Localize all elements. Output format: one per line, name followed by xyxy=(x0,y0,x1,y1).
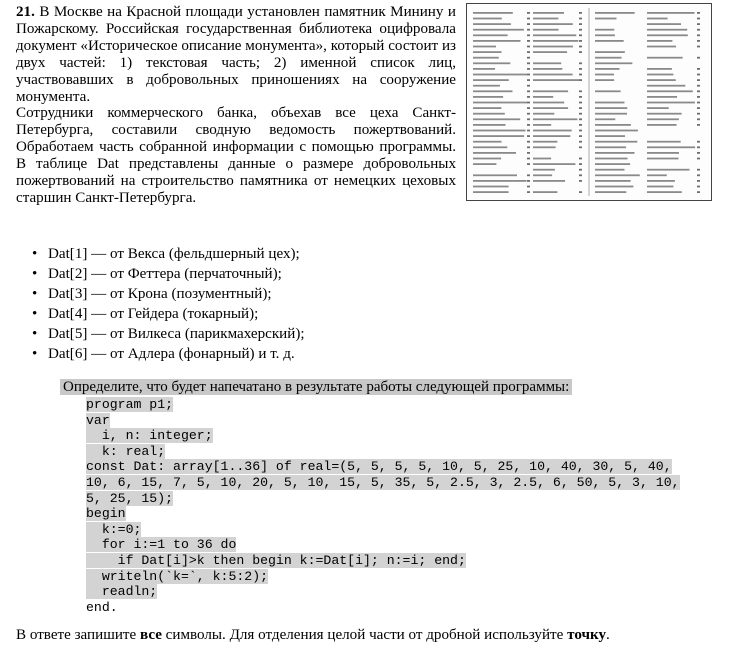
donor-item: • Dat[3] — от Крона (позументный); xyxy=(32,284,305,304)
scan-text-line xyxy=(647,158,679,160)
scan-text-line xyxy=(647,118,679,120)
scan-number-mark xyxy=(579,18,582,20)
scan-text-line xyxy=(533,124,551,126)
scan-number-mark xyxy=(697,102,700,104)
scan-text-line xyxy=(647,146,695,148)
scan-number-mark xyxy=(527,146,530,148)
scan-text-line xyxy=(473,180,527,182)
scan-text-line xyxy=(647,57,683,59)
scan-number-mark xyxy=(527,124,530,126)
scan-text-line xyxy=(595,79,614,81)
scan-number-mark xyxy=(579,146,582,148)
scan-text-line xyxy=(595,158,628,160)
scan-text-line xyxy=(473,146,507,148)
scan-number-mark xyxy=(579,180,582,182)
scan-text-line xyxy=(595,68,620,70)
scan-number-mark xyxy=(697,18,700,20)
scan-text-line xyxy=(533,180,565,182)
scan-number-mark xyxy=(697,40,700,42)
scan-text-line xyxy=(533,163,575,165)
scan-number-mark xyxy=(579,96,582,98)
scan-number-mark xyxy=(579,68,582,70)
scan-text-line xyxy=(533,113,554,115)
scan-number-mark xyxy=(579,23,582,25)
scan-text-line xyxy=(647,90,693,92)
code-line: for i:=1 to 36 do xyxy=(86,537,237,553)
donor-list xyxy=(32,244,305,364)
scan-text-line xyxy=(595,40,624,42)
intro-paragraph-2: Сотрудники коммерческого банка, объехав все цеха Санкт-Петербурга, составили сводную ведомость пожертвований. Обработаем часть собранной информации с помощью программы. В таблице Dat представлены данные о размере добровольных пожертвований на строительство памятника от немецких цеховых старшин Санкт-Петербурга. xyxy=(16,105,456,206)
scan-number-mark xyxy=(527,102,530,104)
scan-number-mark xyxy=(579,51,582,53)
scan-text-line xyxy=(473,124,506,126)
code-line: i, n: integer; xyxy=(86,428,213,444)
scan-number-mark xyxy=(527,152,530,154)
scan-text-line xyxy=(647,107,669,109)
scan-text-line xyxy=(473,57,499,59)
code-line: 10, 6, 15, 7, 5, 10, 20, 5, 10, 15, 5, 35, 5, 2.5, 3, 2.5, 6, 50, 5, 3, 10, xyxy=(86,474,680,490)
scan-text-line xyxy=(533,46,573,48)
scan-text-line xyxy=(473,118,520,120)
scan-number-mark xyxy=(579,118,582,120)
scan-number-mark xyxy=(579,62,582,64)
scan-number-mark xyxy=(527,107,530,109)
scan-number-mark xyxy=(579,74,582,76)
scan-text-line xyxy=(473,135,524,137)
scan-text-line xyxy=(647,29,687,31)
scan-number-mark xyxy=(527,186,530,188)
scan-number-mark xyxy=(527,40,530,42)
scan-number-mark xyxy=(697,79,700,81)
donor-item: • Dat[1] — от Векса (фельдшерный цех); xyxy=(32,244,305,264)
scanned-document-illustration xyxy=(467,4,711,200)
scan-text-line xyxy=(473,40,521,42)
scan-text-marks xyxy=(473,12,700,193)
scan-number-mark xyxy=(697,29,700,31)
scan-text-line xyxy=(473,34,508,36)
scan-text-line xyxy=(595,191,626,193)
scan-number-mark xyxy=(527,135,530,137)
scan-text-line xyxy=(647,96,677,98)
scan-text-line xyxy=(473,79,509,81)
scan-text-line xyxy=(473,62,510,64)
scan-text-line xyxy=(647,68,672,70)
scan-number-mark xyxy=(579,46,582,48)
answer-text-3: . xyxy=(606,627,610,643)
donor-item: • Dat[2] — от Феттера (перчаточный); xyxy=(32,264,305,284)
task-prompt: Определите, что будет напечатано в результате работы следующей программы: xyxy=(60,379,572,395)
scan-text-line xyxy=(473,29,524,31)
scan-text-line xyxy=(595,57,622,59)
scan-number-mark xyxy=(527,174,530,176)
scan-number-mark xyxy=(697,12,700,14)
scan-text-line xyxy=(595,62,632,64)
scan-number-mark xyxy=(527,163,530,165)
scan-text-line xyxy=(595,146,626,148)
scan-number-mark xyxy=(579,135,582,137)
scan-number-mark xyxy=(527,113,530,115)
scan-text-line xyxy=(647,23,681,25)
scan-text-line xyxy=(595,130,638,132)
scan-text-line xyxy=(647,46,676,48)
code-line: program p1; xyxy=(86,397,174,412)
scan-text-line xyxy=(473,186,509,188)
scan-number-mark xyxy=(697,180,700,182)
code-line: if Dat[i]>k then begin k:=Dat[i]; n:=i; end; xyxy=(86,552,466,568)
scan-text-line xyxy=(595,174,640,176)
scan-number-mark xyxy=(527,158,530,160)
code-line: 5, 25, 15); xyxy=(86,490,174,506)
scan-text-line xyxy=(533,174,552,176)
scan-number-mark xyxy=(579,29,582,31)
scan-number-mark xyxy=(697,141,700,143)
scan-number-mark xyxy=(697,57,700,59)
scan-text-line xyxy=(533,51,567,53)
scan-text-line xyxy=(533,191,557,193)
scan-text-line xyxy=(595,113,627,115)
scan-number-mark xyxy=(697,85,700,87)
scan-number-mark xyxy=(527,62,530,64)
scan-number-mark xyxy=(527,18,530,20)
donor-item: • Dat[5] — от Вилкеса (парикмахерский); xyxy=(32,324,305,344)
scan-text-line xyxy=(533,130,572,132)
scan-number-mark xyxy=(697,124,700,126)
scan-text-line xyxy=(533,12,564,14)
scan-text-line xyxy=(595,90,621,92)
scan-text-line xyxy=(647,40,672,42)
scan-text-line xyxy=(595,124,631,126)
scan-number-mark xyxy=(527,191,530,193)
scan-text-line xyxy=(533,18,558,20)
code-line: readln; xyxy=(86,584,158,600)
scan-number-mark xyxy=(697,113,700,115)
code-line: end. xyxy=(86,599,118,615)
scan-number-mark xyxy=(697,146,700,148)
scan-text-line xyxy=(595,135,625,137)
task-block xyxy=(60,378,702,615)
scan-text-line xyxy=(595,169,625,171)
scan-text-line xyxy=(533,96,553,98)
scan-number-mark xyxy=(579,163,582,165)
scan-text-line xyxy=(647,102,695,104)
scan-number-mark xyxy=(527,90,530,92)
scan-number-mark xyxy=(527,79,530,81)
scan-number-mark xyxy=(527,46,530,48)
scan-text-line xyxy=(647,18,668,20)
scan-text-line xyxy=(533,158,551,160)
scan-text-line xyxy=(647,85,685,87)
scan-text-line xyxy=(533,146,556,148)
scan-text-line xyxy=(473,51,502,53)
code-line: k:=0; xyxy=(86,521,142,537)
scan-text-line xyxy=(533,118,577,120)
scan-number-mark xyxy=(527,141,530,143)
scan-text-line xyxy=(595,18,617,20)
code-line: var xyxy=(86,412,110,428)
scan-text-line xyxy=(647,152,679,154)
scan-number-mark xyxy=(697,23,700,25)
scan-text-line xyxy=(595,107,627,109)
scan-number-mark xyxy=(697,118,700,120)
scan-text-line xyxy=(533,74,573,76)
intro-text xyxy=(16,4,456,207)
scan-text-line xyxy=(595,51,625,53)
answer-instructions xyxy=(16,626,610,644)
scan-text-line xyxy=(647,141,681,143)
scan-number-mark xyxy=(527,23,530,25)
scan-text-line xyxy=(473,23,511,25)
scanned-document-image xyxy=(466,3,712,201)
scan-text-line xyxy=(595,118,615,120)
scan-number-mark xyxy=(697,74,700,76)
scan-text-line xyxy=(533,102,564,104)
scan-number-mark xyxy=(527,57,530,59)
scan-number-mark xyxy=(579,107,582,109)
scan-text-line xyxy=(647,180,675,182)
scan-number-mark xyxy=(527,180,530,182)
scan-text-line xyxy=(533,40,578,42)
scan-text-line xyxy=(533,68,562,70)
scan-text-line xyxy=(473,158,501,160)
scan-text-line xyxy=(473,102,528,104)
scan-text-line xyxy=(595,12,635,14)
scan-number-mark xyxy=(527,85,530,87)
scan-number-mark xyxy=(579,169,582,171)
code-line: k: real; xyxy=(86,443,166,459)
scan-text-line xyxy=(473,12,513,14)
scan-number-mark xyxy=(579,174,582,176)
scan-text-line xyxy=(473,46,496,48)
scan-number-mark xyxy=(579,191,582,193)
scan-number-mark xyxy=(579,34,582,36)
intro-paragraph-1 xyxy=(16,4,456,105)
scan-number-mark xyxy=(579,124,582,126)
scan-text-line xyxy=(473,191,509,193)
scan-text-line xyxy=(473,74,527,76)
scan-text-line xyxy=(473,90,513,92)
scan-text-line xyxy=(533,141,557,143)
scan-number-mark xyxy=(697,186,700,188)
scan-number-mark xyxy=(527,68,530,70)
donor-item: • Dat[4] — от Гейдера (токарный); xyxy=(32,304,305,324)
scan-number-mark xyxy=(527,34,530,36)
task-number: 21. xyxy=(16,4,35,20)
scan-number-mark xyxy=(527,29,530,31)
scan-text-line xyxy=(595,152,635,154)
scan-text-line xyxy=(473,96,503,98)
scan-number-mark xyxy=(697,169,700,171)
scan-text-line xyxy=(595,163,630,165)
scan-text-line xyxy=(647,186,673,188)
scan-text-line xyxy=(595,141,637,143)
scan-text-line xyxy=(473,174,517,176)
scan-text-line xyxy=(595,180,631,182)
scan-text-line xyxy=(473,163,496,165)
scan-text-line xyxy=(595,34,615,36)
scan-text-line xyxy=(473,113,505,115)
scan-number-mark xyxy=(579,12,582,14)
scan-number-mark xyxy=(697,152,700,154)
scan-number-mark xyxy=(579,113,582,115)
scan-text-line xyxy=(473,152,516,154)
answer-bold-point: точку xyxy=(567,627,607,643)
scan-number-mark xyxy=(527,74,530,76)
scan-number-mark xyxy=(579,130,582,132)
scan-number-mark xyxy=(527,118,530,120)
scan-number-mark xyxy=(579,141,582,143)
scan-text-line xyxy=(533,135,570,137)
scan-number-mark xyxy=(527,96,530,98)
scan-text-line xyxy=(473,107,501,109)
scan-text-line xyxy=(595,29,614,31)
scan-text-line xyxy=(647,113,682,115)
scan-text-line xyxy=(473,130,526,132)
scan-number-mark xyxy=(579,158,582,160)
scan-text-line xyxy=(647,79,676,81)
scan-text-line xyxy=(533,169,555,171)
scan-text-line xyxy=(647,12,695,14)
scan-text-line xyxy=(595,74,614,76)
scan-number-mark xyxy=(579,90,582,92)
scan-text-line xyxy=(473,141,502,143)
scan-number-mark xyxy=(527,130,530,132)
code-line: writeln(`k=`, k:5:2); xyxy=(86,568,269,584)
scan-text-line xyxy=(647,124,677,126)
intro-paragraph-1-text: В Москве на Красной площади установлен памятник Минину и Пожарскому. Российская государственная библиотека оцифровала документ «Историческое описание монумента», который состоит из двух частей: 1) текстовая часть; 2) именной список лиц, участвовавших в добровольных приношениях на сооружение монумента. xyxy=(16,4,456,105)
scan-number-mark xyxy=(697,68,700,70)
scan-number-mark xyxy=(697,158,700,160)
scan-number-mark xyxy=(697,174,700,176)
scan-text-line xyxy=(473,85,500,87)
answer-text-1: В ответе запишите xyxy=(16,627,140,643)
code-line: const Dat: array[1..36] of real=(5, 5, 5, 5, 10, 5, 25, 10, 40, 30, 5, 40, xyxy=(86,459,672,475)
scan-text-line xyxy=(473,68,495,70)
scan-text-line xyxy=(595,186,633,188)
scan-text-line xyxy=(533,79,579,81)
answer-text-2: символы. Для отделения целой части от дробной используйте xyxy=(161,627,568,643)
scan-text-line xyxy=(533,62,561,64)
scan-text-line xyxy=(647,174,667,176)
scan-number-mark xyxy=(697,191,700,193)
scan-text-line xyxy=(647,34,688,36)
scan-number-mark xyxy=(579,40,582,42)
code-line: begin xyxy=(86,506,126,522)
scan-text-line xyxy=(647,169,690,171)
scan-number-mark xyxy=(697,90,700,92)
scan-text-line xyxy=(533,23,573,25)
scan-text-line xyxy=(595,102,625,104)
scan-text-line xyxy=(533,34,576,36)
scan-text-line xyxy=(533,29,559,31)
program-code xyxy=(86,397,702,615)
scan-number-mark xyxy=(697,34,700,36)
scan-number-mark xyxy=(697,107,700,109)
scan-number-mark xyxy=(579,102,582,104)
scan-text-line xyxy=(473,18,502,20)
donor-item: • Dat[6] — от Адлера (фонарный) и т. д. xyxy=(32,344,305,364)
scan-number-mark xyxy=(527,12,530,14)
scan-number-mark xyxy=(697,96,700,98)
scan-number-mark xyxy=(697,46,700,48)
scan-number-mark xyxy=(527,51,530,53)
scan-text-line xyxy=(533,90,568,92)
answer-bold-all: все xyxy=(139,627,162,643)
scan-text-line xyxy=(647,191,682,193)
scan-text-line xyxy=(533,107,568,109)
scan-number-mark xyxy=(579,79,582,81)
scan-text-line xyxy=(647,74,673,76)
